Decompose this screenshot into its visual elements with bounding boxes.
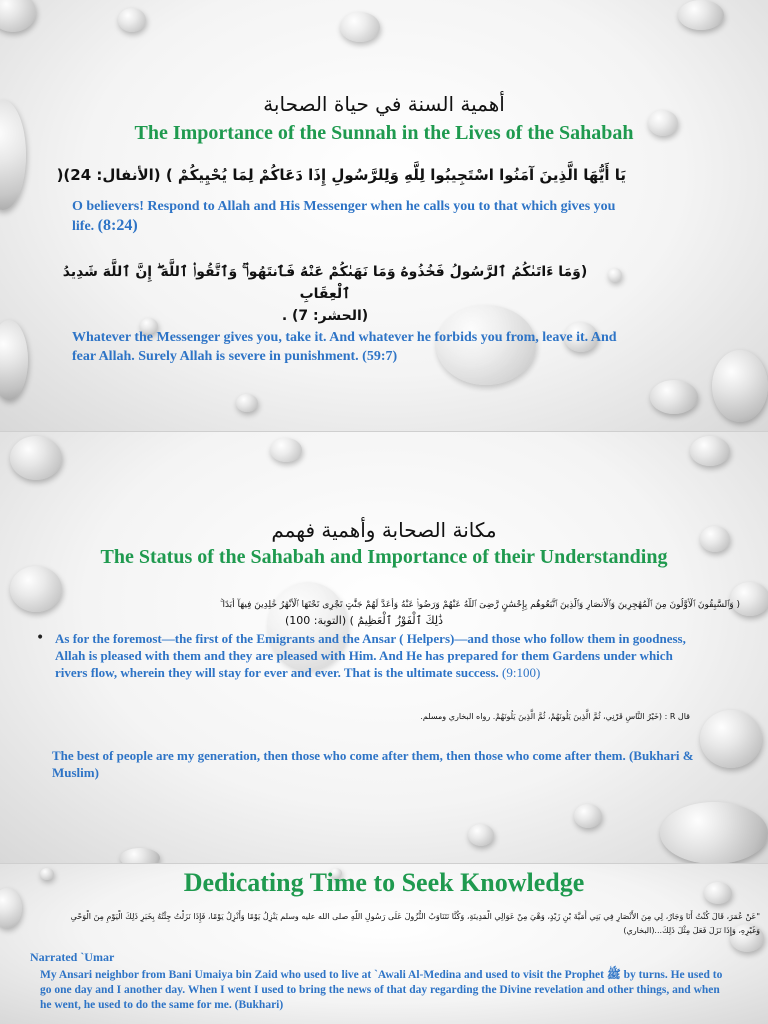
water-drop: [574, 804, 602, 828]
slide-title: The Importance of the Sunnah in the Lives of the Sahabah: [134, 122, 634, 144]
slide-title: Dedicating Time to Seek Knowledge: [183, 868, 585, 897]
water-drop: [0, 100, 26, 210]
slide-sahabah-status: [0, 432, 768, 864]
slide-title-arabic: مكانة الصحابة وأهمية فهمم: [271, 518, 497, 542]
water-drop: [120, 848, 160, 864]
verse-translation-text: O believers! Respond to Allah and His Messenger when he calls you to that which gives you life.: [72, 199, 616, 234]
water-drop: [118, 8, 146, 32]
narrator-label: Narrated `Umar: [30, 950, 115, 964]
slide-title: The Status of the Sahabah and Importance of their Understanding: [100, 546, 668, 568]
water-drop: [660, 802, 768, 864]
water-drop: [650, 380, 698, 414]
water-drop: [236, 394, 258, 412]
water-drop: [0, 320, 28, 400]
water-drop: [0, 0, 36, 32]
water-drop: [10, 436, 62, 480]
verse-arabic: [60, 261, 590, 327]
verse-arabic: [28, 598, 740, 628]
bullet-translation-text: As for the foremost—the first of the Emigrants and the Ansar ( Helpers)—and those who follow them in goodness, Allah is pleased with them and they are pleased with Him. And He has prepared for them Gardens under which rivers flow, wherein they will stay for ever and ever. That is the ultimate success.: [55, 631, 686, 680]
verse-arabic: يَا أَيُّهَا الَّذِينَ آمَنُوا اسْتَجِيبُوا لِلَّهِ وَلِلرَّسُولِ إِذَا دَعَاكُمْ لِمَا يُحْيِيكُمْ ) (الأنفال: 24)(: [56, 166, 626, 184]
water-drop: [340, 12, 380, 42]
water-drop: [270, 438, 302, 462]
slide-sunnah-importance: [0, 0, 768, 432]
hadith-arabic: [30, 910, 760, 938]
water-drop: [608, 268, 622, 282]
verse-translation: [72, 197, 632, 236]
verse-arabic-line: (وَمَا ءَاتَىٰكُمُ ٱلرَّسُولُ فَخُذُوهُ وَمَا نَهَىٰكُمْ عَنْهُ فَٱنتَهُوا۟ ۚ وَٱتَّقُوا۟ ٱللَّهَ ۖ إِنَّ ٱللَّهَ شَدِيدُ ٱلْعِقَابِ: [62, 264, 588, 302]
water-drop: [712, 350, 768, 422]
water-drop: [468, 824, 494, 846]
verse-arabic-line: ( وَٱلسَّٰبِقُونَ ٱلْأَوَّلُونَ مِنَ ٱلْمُهَٰجِرِينَ وَٱلْأَنصَارِ وَٱلَّذِينَ ٱتَّبَعُوهُم بِإِحْسَٰنٍ رَّضِىَ ٱللَّهُ عَنْهُمْ وَرَضُوا۟ عَنْهُ وَأَعَدَّ لَهُمْ جَنَّٰتٍ تَجْرِى تَحْتَهَا ٱلْأَنْهَٰرُ خَٰلِدِينَ فِيهَآ أَبَدًا ۚ: [220, 600, 740, 610]
hadith-arabic-line: وَغَيْرِهِ، وَإِذَا نَزَلَ فَعَلَ مِثْلَ ذَلِكَ...(البخاري): [623, 926, 760, 935]
hadith-arabic-line: "عَنْ عُمَرَ، قَالَ كُنْتُ أَنَا وَجَارٌ، لِي مِنَ الأَنْصَارِ فِي بَنِي أُمَيَّةَ بْنِ زَيْدٍ، وَهْيَ مِنْ عَوَالِي الْمَدِينَةِ، وَكُنَّا نَتَنَاوَبُ النُّزُولَ عَلَى رَسُولِ اللَّهِ صلى الله عليه وسلم يَنْزِلُ يَوْمًا وَأَنْزِلُ يَوْمًا، فَإِذَا نَزَلْتُ جِئْتُهُ بِخَبَرِ ذَلِكَ الْيَوْمِ مِنَ الْوَحْىِ: [70, 912, 760, 921]
verse-translation: Whatever the Messenger gives you, take it. And whatever he forbids you from, leave it. And fear Allah. Surely Allah is severe in punishment. (59:7): [72, 330, 617, 364]
verse-arabic-line: ذَٰلِكَ ٱلْفَوْزُ ٱلْعَظِيمُ ) (التوبة: 100): [284, 614, 444, 627]
water-drop: [690, 436, 730, 466]
water-drop: [678, 0, 724, 30]
hadith-translation: My Ansari neighbor from Bani Umaiya bin Zaid who used to live at `Awali Al-Medina and used to visit the Prophet ﷺ by turns. He used to go one day and I another day. When I went I used to bring the news of that day regarding the Divine revelation and other things, and when he went, he used to do the same for me. (Bukhari): [40, 969, 723, 1011]
bullet-translation: [55, 630, 695, 681]
hadith-translation: The best of people are my generation, then those who come after them, then those who come after them. (Bukhari & Muslim): [52, 748, 694, 780]
slide-title-arabic: أهمية السنة في حياة الصحابة: [263, 92, 505, 116]
slide-seeking-knowledge: [0, 864, 768, 1024]
verse-arabic-line: (الحشر: 7) .: [281, 308, 369, 324]
hadith-arabic: قال R : (خَيْرُ النَّاسِ قَرْنِي، ثُمَّ الَّذِينَ يَلُونَهُمْ، ثُمَّ الَّذِينَ يَلُونَهُمْ. رواه البخاري ومسلم.: [420, 712, 690, 721]
bullet-reference: (9:100): [502, 665, 541, 680]
verse-reference: (8:24): [97, 217, 138, 234]
bullet-point: •: [36, 630, 45, 646]
